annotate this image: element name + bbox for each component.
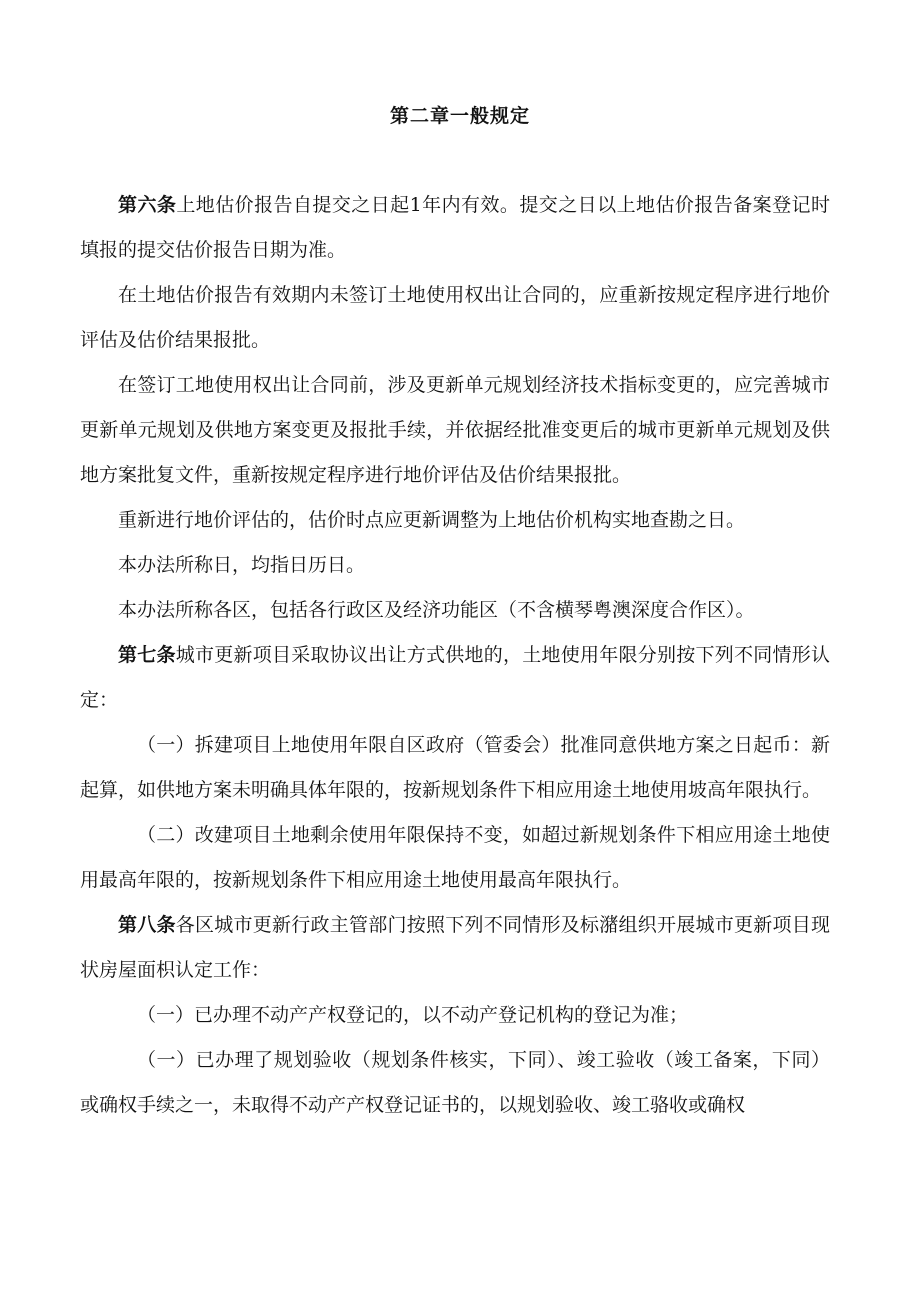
paragraph-text: （一）已办理不动产产权登记的，以不动产登记机构的登记为准； bbox=[137, 1004, 689, 1026]
paragraph bbox=[80, 273, 830, 363]
paragraph-text: 城市更新项目采取协议出让方式供地的，土地使用年限分别按下列不同情形认定： bbox=[80, 644, 830, 711]
paragraph bbox=[80, 543, 830, 588]
paragraph-article-6 bbox=[80, 183, 830, 273]
paragraph bbox=[80, 498, 830, 543]
article-number: 第七条 bbox=[118, 644, 176, 666]
paragraph-text: 在土地估价报告有效期内未签订土地使用权出让合同的，应重新按规定程序进行地价评估及估价结果报批。 bbox=[80, 284, 830, 351]
sub-item bbox=[80, 723, 830, 813]
paragraph-text: （一）拆建项目上地使用年限自区政府（管委会）批准同意供地方案之日起币：新起算，如供地方案未明确具体年限的，按新规划条件下相应用途土地使用坡高年限执行。 bbox=[80, 734, 830, 801]
paragraph-text: 本办法所称日，均指日历日。 bbox=[118, 554, 366, 576]
article-number: 第六条 bbox=[118, 194, 177, 216]
paragraph-text: 在签订工地使用权出让合同前，涉及更新单元规划经济技术指标变更的，应完善城市更新单元规划及供地方案变更及报批手续，并依据经批准变更后的城市更新单元规划及供地方案批复文件，重新按规定程序进行地价评估及估价结果报批。 bbox=[80, 374, 830, 486]
paragraph-text: 各区城市更新行政主管部门按照下列不同情形及标潴组织开展城市更新项目现状房屋面枳认定工作： bbox=[80, 914, 830, 981]
paragraph bbox=[80, 363, 830, 498]
document-body bbox=[80, 183, 830, 1128]
paragraph-article-7 bbox=[80, 633, 830, 723]
chapter-title: 第二章一般规定 bbox=[389, 105, 530, 127]
sub-item bbox=[80, 813, 830, 903]
paragraph-text: 重新进行地价评估的，估价时点应更新调整为上地估价机构实地查勘之日。 bbox=[118, 509, 746, 531]
sub-item bbox=[80, 1038, 830, 1128]
paragraph bbox=[80, 588, 830, 633]
article-number: 第八条 bbox=[118, 914, 176, 936]
paragraph-text: （二）改建项目土地剩余使用年限保持不变，如超过新规划条件下相应用途土地使用最高年限的，按新规划条件下相应用途土地使用最高年限执行。 bbox=[80, 824, 830, 891]
paragraph-article-8 bbox=[80, 903, 830, 993]
paragraph-text: 本办法所称各区，包括各行政区及经济功能区（不含横琴粤澳深度合作区）。 bbox=[118, 599, 755, 621]
paragraph-text: （一）已办理了规划验收（规划条件核实，下同）、竣工验收（竣工备案，下同）或确权手续之一，未取得不动产产权登记证书的，以规划验收、竣工骆收或确权 bbox=[80, 1049, 830, 1116]
sub-item bbox=[80, 993, 830, 1038]
paragraph-text: 上地估价报告自提交之日起1年内有效。提交之日以上地估价报告备案登记时填报的提交估价报告日期为准。 bbox=[80, 194, 830, 261]
